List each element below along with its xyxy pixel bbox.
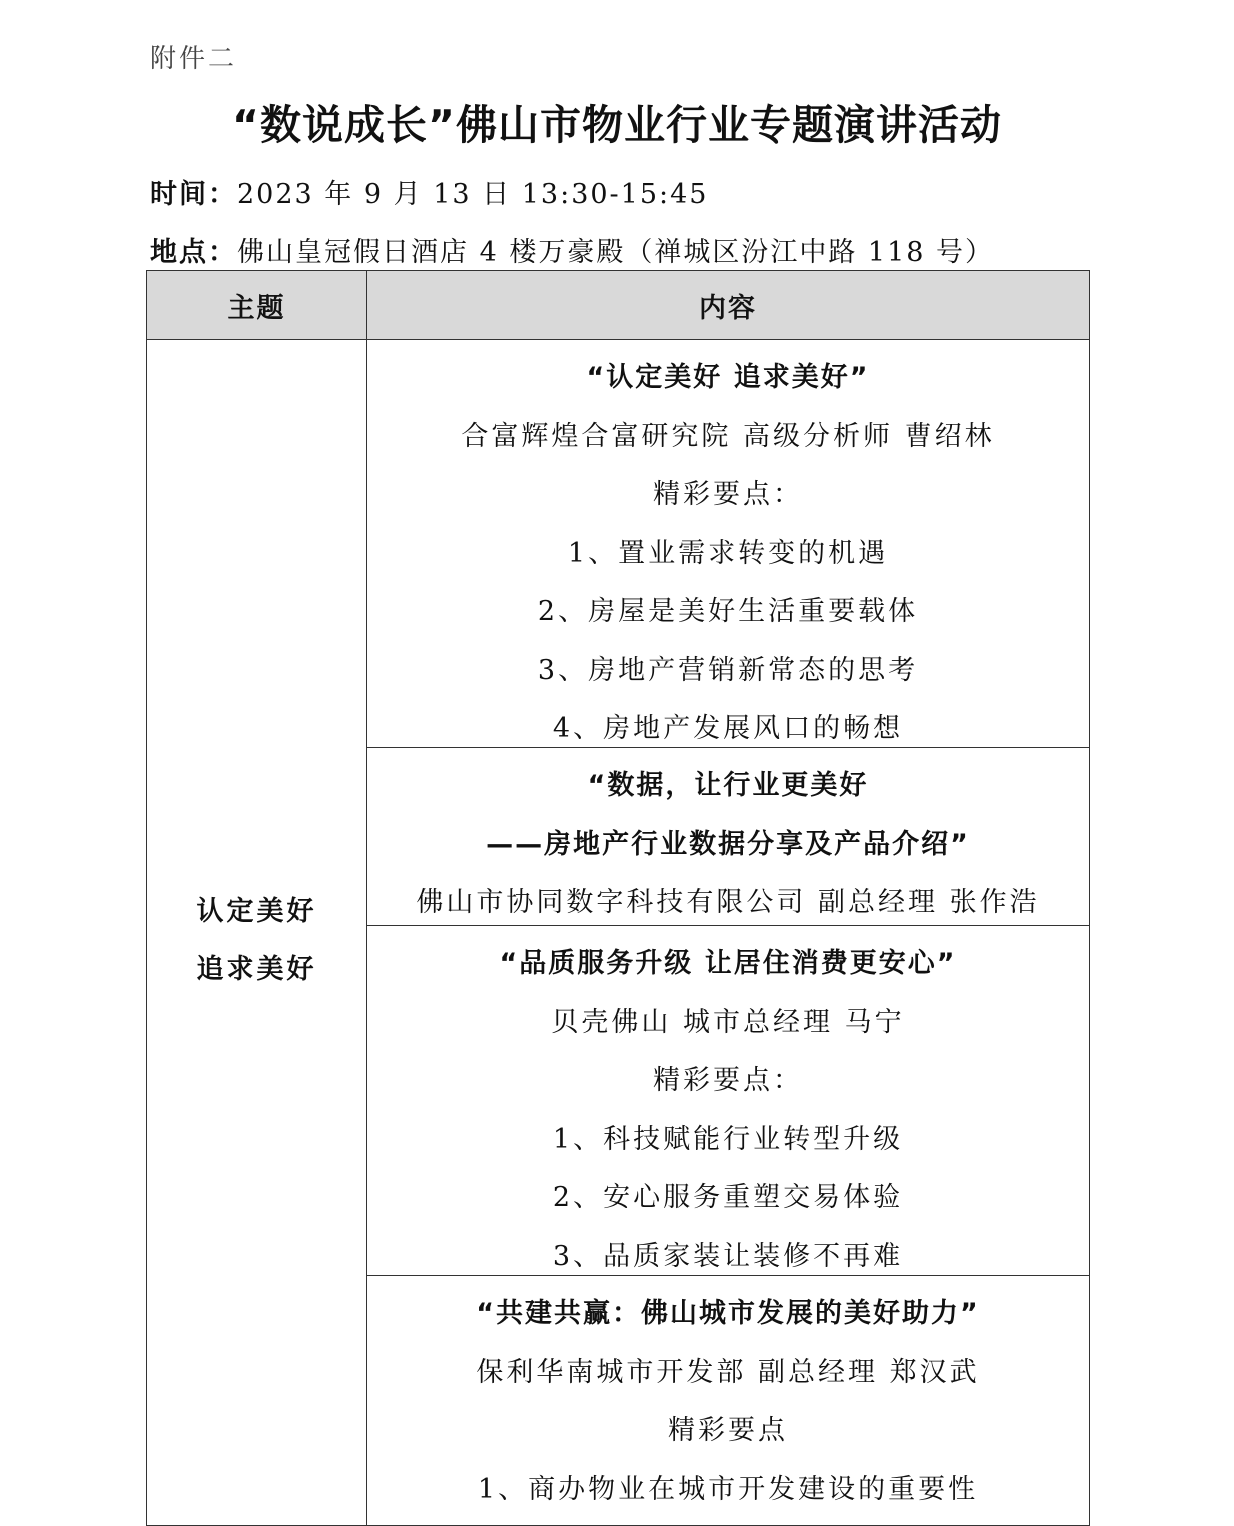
talk-point: 2、房屋是美好生活重要载体 [537, 596, 919, 627]
header-theme: 主题 [147, 271, 367, 340]
talk-speaker: 佛山市协同数字科技有限公司 副总经理 张作浩 [416, 887, 1040, 918]
table-header-row [147, 271, 1090, 340]
talk-cell-4 [367, 1276, 1090, 1526]
talk-cell-2 [367, 748, 1090, 926]
theme-line: 追求美好 [196, 954, 317, 985]
time-value: 2023 年 9 月 13 日 13:30-15:45 [237, 179, 709, 210]
table-row [147, 340, 1090, 748]
talk-point: 1、商办物业在城市开发建设的重要性 [477, 1473, 979, 1505]
theme-line: 认定美好 [196, 896, 317, 927]
talk-point: 1、科技赋能行业转型升级 [552, 1123, 904, 1155]
attachment-label: 附件二 [150, 44, 238, 74]
theme-text [147, 340, 366, 999]
talk-point: 2、安心服务重塑交易体验 [552, 1182, 904, 1213]
talk-point: 3、品质家装让装修不再难 [552, 1240, 904, 1272]
header-content: 内容 [367, 271, 1090, 340]
talk-cell-1 [367, 340, 1090, 748]
place-label: 地点： [150, 237, 237, 268]
talk-cell-3 [367, 926, 1090, 1276]
talk-speaker: 合富辉煌合富研究院 高级分析师 曹绍林 [461, 420, 995, 452]
talk-point: 3、房地产营销新常态的思考 [537, 654, 919, 686]
talk-title: “共建共赢：佛山城市发展的美好助力” [476, 1298, 980, 1329]
time-label: 时间： [150, 179, 237, 210]
schedule-table [146, 270, 1090, 1526]
theme-cell [147, 340, 367, 1526]
talk-subtitle: ——房地产行业数据分享及产品介绍” [486, 828, 970, 860]
talk-point: 1、置业需求转变的机遇 [567, 537, 889, 569]
talk-highlights-label: 精彩要点： [653, 479, 803, 510]
talk-point: 4、房地产发展风口的畅想 [552, 713, 904, 744]
talk-speaker: 贝壳佛山 城市总经理 马宁 [551, 1006, 905, 1038]
talk-highlights-label: 精彩要点： [653, 1065, 803, 1096]
document-title: “数说成长”佛山市物业行业专题演讲活动 [232, 101, 1002, 149]
talk-highlights-label: 精彩要点 [668, 1415, 788, 1446]
talk-speaker: 保利华南城市开发部 副总经理 郑汉武 [476, 1356, 980, 1388]
place-value: 佛山皇冠假日酒店 4 楼万豪殿（禅城区汾江中路 118 号） [237, 237, 995, 268]
event-place [150, 230, 994, 269]
talk-title: “认定美好 追求美好” [586, 362, 870, 393]
event-time [150, 172, 709, 211]
talk-title: “品质服务升级 让居住消费更安心” [499, 948, 957, 979]
talk-title: “数据，让行业更美好 [587, 770, 869, 801]
